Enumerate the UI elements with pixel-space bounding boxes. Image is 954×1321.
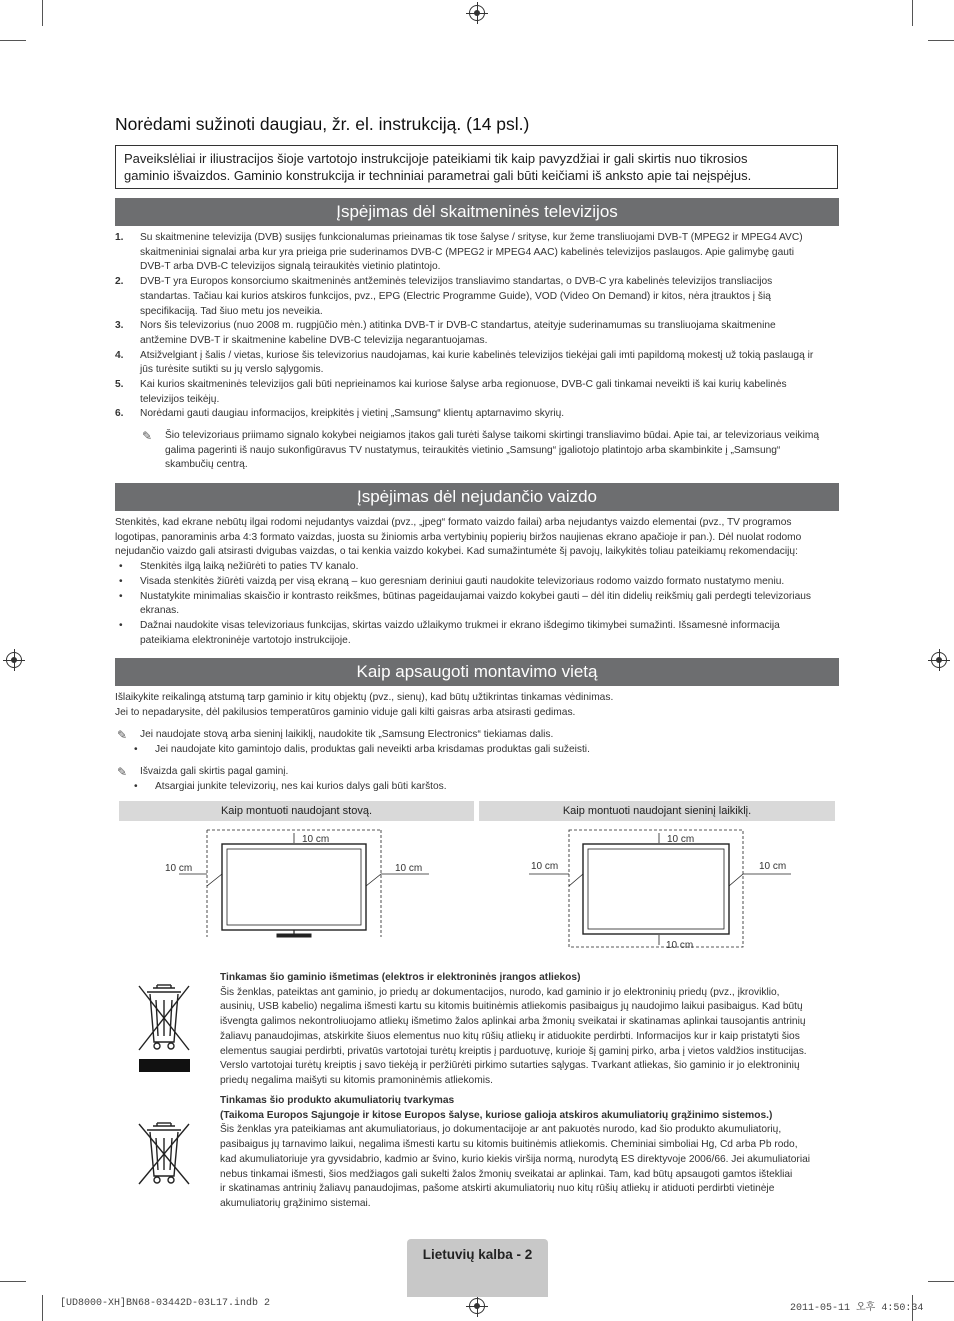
crop-mark [0, 40, 26, 41]
section-title-digital-tv: Įspėjimas dėl skaitmeninės televizijos [115, 198, 839, 226]
section-title-mounting: Kaip apsaugoti montavimo vietą [115, 658, 839, 686]
mount-intro-line: Jei to nepadarysite, dėl pakilusios temperatūros gaminio viduje gali kilti gaisras arba atsirasti gedimas. [115, 706, 576, 718]
mounting-note-1: ✎ Jei naudojate stovą arba sieninį laikiklį, naudokite tik „Samsung Electronics“ tiekiamas dalis. • Jei naudojate kito gamintojo dalis, produktas gali neveikti arba krisdamas produktas gali sužeisti. [115, 728, 845, 757]
battery-title: Tinkamas šio produkto akumuliatorių tvarkymas [220, 1095, 455, 1106]
clearance-label-right: 10 cm [395, 863, 423, 874]
list-item: 6. Norėdami gauti daugiau informacijos, kreipkitės į vietinį „Samsung“ klientų aptarnavimo skyrių. [115, 408, 565, 420]
note-pencil-icon: ✎ [117, 765, 128, 779]
registration-mark-icon [469, 1298, 485, 1314]
list-item: 2. DVB-T yra Europos konsorciumo skaitmeninės antžeminės televizijos transliavimo standartas, o DVB-C yra kabelinės televizijos transliacijos standartas. Tačiau kai kurios atskiros funkcijos, pvz., EPG (Electric Programme Guide), VOD (Video On Demand) ir kitos, nėra įtrauktos į šią specifikaciją. Tad šiuo metu jos neveikia. [115, 276, 773, 317]
registration-mark-icon [931, 652, 947, 668]
still-intro-line: logotipas, panoraminis arba 4:3 formato vaizdas, juosta su žiniomis arba vertybinių popierių biržos naujienas ekrano apačioje ir pan.). Dėl nuolat rodomo [115, 531, 802, 543]
crop-mark [42, 0, 43, 26]
list-item: • Atsargiai junkite televizorių, nes kai kurios dalys gali būti karštos. [130, 780, 845, 795]
list-item: • Visada stenkitės žiūrėti vaizdą per visą ekraną – kuo geresniam deriniui gauti naudokite televizoriaus rodomo vaizdo formato nustatymo meniu. [115, 575, 845, 590]
disclaimer-line: Paveikslėliai ir iliustracijos šioje vartotojo instrukcijoje pateikiami tik kaip pavyzdžiai ir gali skirtis nuo tikrosios [124, 151, 748, 166]
list-item: 5. Kai kurios skaitmeninės televizijos gali būti neprieinamos kai kuriose šalyse arba regionuose, DVB-C gali tinkamai neveikti iš kai kurių kabelinės televizijos teikėjų. [115, 379, 787, 405]
clearance-label-right: 10 cm [759, 861, 787, 872]
registration-mark-icon [469, 5, 485, 21]
page-heading: Norėdami sužinoti daugiau, žr. el. instrukciją. (14 psl.) [115, 114, 530, 134]
mounting-text [115, 691, 845, 720]
registration-mark-icon [6, 652, 22, 668]
disclaimer-line: gaminio išvaizdos. Gaminio konstrukcija ir techniniai parametrai gali būti keičiami iš anksto apie tai neįspėjus. [124, 168, 752, 183]
list-item: • Stenkitės ilgą laiką nežiūrėti to paties TV kanalo. [115, 560, 845, 575]
crossed-bin-icon [135, 980, 193, 1076]
mount-intro-line: Išlaikykite reikalingą atstumą tarp gaminio ir kitų objektų (pvz., sienų), kad būtų užtikrintas tinkamas vėdinimas. [115, 692, 614, 703]
still-intro-line: Stenkitės, kad ekrane nebūtų ilgai rodomi nejudantys vaizdai (pvz., „jpeg“ formato vaizdo failai) arba nejudantys vaizdo elementai (pvz., TV programos [115, 517, 792, 528]
crop-mark [0, 1281, 26, 1282]
print-slug-right: 2011-05-11 오후 4:50:34 [790, 1303, 924, 1314]
digital-tv-list [115, 231, 845, 422]
list-item: • Dažnai naudokite visas televizoriaus funkcijas, skirtas vaizdo užlaikymo trukmei ir ekrano išdegimo tikimybei sumažinti. Išsamesnė informacija pateikiama elektroninėje vartotojo instrukcijoje. [115, 619, 845, 648]
page-number-label: Lietuvių kalba - 2 [422, 1247, 533, 1262]
list-item: 4. Atsižvelgiant į šalis / vietas, kuriose šis televizorius naudojamas, kai kurie kabelinės televizijos tiekėjai gali imti papildomą mokestį už tokią paslaugą ir jūs turėsite sutikti su jų verslo sąlygomis. [115, 349, 814, 376]
still-intro-line: nejudančio vaizdo gali atsirasti dvigubas vaizdas, o tai kenkia vaizdo kokybei. Kad sumažintumėte šį pavojų, laikykitės toliau pateikiamų rekomendacijų: [115, 546, 798, 558]
crop-mark [928, 40, 954, 41]
list-item: 3. Nors šis televizorius (nuo 2008 m. rugpjūčio mėn.) atitinka DVB-T ir DVB-C standartus, ateityje suderinamumas su transliuojama skaitmenine antžemine DVB-T ir skaitmenine kabeline DVB-C televizija negarantuojamas. [115, 320, 776, 346]
caption-wall: Kaip montuoti naudojant sieninį laikiklį. [479, 801, 835, 821]
battery-section: Tinkamas šio produkto akumuliatorių tvarkymas (Taikoma Europos Sąjungoje ir kitose Europos šalyse, kuriose galioja atskiros akumuliatorių grąžinimo sistemos.) Šis ženklas yra pateikiamas ant akumuliatoriaus, jo dokumentacijoje ar ant pakuotės nurodo, kad šio produkto akumuliatorių, pasibaigus jų tarnavimo laikui, negalima išmesti kartu su kitomis buitinėmis atliekomis. Cheminiai simboliai Hg, Cd arba Pb rodo, kad akumuliatoriuje yra gyvsidabrio, kadmio ar švino, kurio kiekis viršija normą, nurodytą ES direktyvoje 2006/66. Jei akumuliatoriai nebus tinkamai išmesti, šios medžiagos gali sukelti žalos žmonių sveikatai ar aplinkai. Tam, kad būtų apsaugoti gamtos ištekliai ir skatinamas antrinių žaliavų panaudojimas, pašome atskirti akumuliatorių nuo kitų rūšių atliekų ir atiduoti perdirbti vietinėje akumuliatorių grąžinimo sistemai. [220, 1094, 830, 1212]
mounting-note-2: ✎ Išvaizda gali skirtis pagal gaminį. • Atsargiai junkite televizorių, nes kai kurios dalys gali būti karštos. [115, 765, 845, 794]
print-slug-left: [UD8000-XH]BN68-03442D-03L17.indb 2 [60, 1298, 271, 1309]
section-title-still-image: Įspėjimas dėl nejudančio vaizdo [115, 483, 839, 511]
clearance-label-left: 10 cm [531, 861, 559, 872]
note-pencil-icon: ✎ [142, 429, 153, 443]
crop-mark [928, 1281, 954, 1282]
battery-subtitle: (Taikoma Europos Sąjungoje ir kitose Europos šalyse, kuriose galioja atskiros akumuliatorių grąžinimo sistemos.) [220, 1109, 773, 1121]
clearance-label-top: 10 cm [302, 834, 330, 845]
clearance-label-left: 10 cm [165, 863, 193, 874]
list-item: • Nustatykite minimalias skaisčio ir kontrasto reikšmes, būtinas pageidaujamai vaizdo kokybei gauti – dėl itin didelių reikšmių gali perdegti televizoriaus ekranas. [115, 590, 845, 619]
weee-section: Tinkamas šio gaminio išmetimas (elektros ir elektroninės įrangos atliekos) Šis ženklas, pateiktas ant gaminio, jo priedų ar dokumentacijos, nurodo, kad gaminio ir jo elektroninių priedų (pvz., įkroviklio, ausinių, USB kabelio) negalima išmesti kartu su kitomis buitinėmis atliekomis pasibaigus jų naudojimo laikui pasibaigus. Kad būtų išvengta galimos nekontroliuojamo atliekų išmetimo žalos aplinkai arba žmonių sveikatai ir skatinamas aplinkai tausojantis antrinių žaliavų panaudojimas, atskirkite šiuos elementus nuo kitų rūšių atliekų ir atiduokite perdirbti. Informacijos kur ir kaip pristatyti šios elementus saugiai perdirbti, privatūs vartotojai turėtų kreiptis į parduotuvę, kurioje šį gaminį pirko, arba į vietos valdžios institucijas. Verslo vartotojai turėtų kreiptis į savo tiekėją ir peržiūrėti pirkimo sutarties sąlygas. Tvarkant atliekas, šio gaminio ir jo elektroninių priedų negalima maišyti su kitomis pramoninėmis atliekomis. [220, 971, 830, 1089]
clearance-label-bottom: 10 cm [666, 940, 694, 951]
weee-title: Tinkamas šio gaminio išmetimas (elektros ir elektroninės įrangos atliekos) [220, 972, 581, 983]
digital-tv-note: ✎ Šio televizoriaus priimamo signalo kokybei neigiamos įtakos gali turėti šalyse taikomi skirtingi transliavimo būdai. Apie tai, ar televizoriaus veikimą galima pagerinti iš naujo sukonfigūravus TV nustatymus, teiraukitės vietinio „Samsung“ įgaliotojo platintojo arba skambinkite į „Samsung“ skambučių centrą. [142, 429, 819, 471]
crop-mark [42, 1295, 43, 1321]
list-item: • Jei naudojate kito gamintojo dalis, produktas gali neveikti arba krisdamas produktas gali sužeisti. [130, 743, 845, 758]
wall-mount-diagram [479, 822, 835, 952]
caption-stand: Kaip montuoti naudojant stovą. [119, 801, 474, 821]
note-pencil-icon: ✎ [117, 728, 128, 742]
crop-mark [912, 0, 913, 26]
stand-mount-diagram [119, 822, 474, 952]
clearance-label-top: 10 cm [667, 834, 695, 845]
battery-bin-icon [135, 1118, 193, 1188]
list-item: 1. Su skaitmenine televizija (DVB) susijęs funkcionalumas prieinamas tik tose šalyse / srityse, kur žeme transliuojami DVB-T (MPEG2 ir MPEG4 AVC) skaitmeniniai signalai arba kur yra prieiga prie suderinamos DVB-C (MPEG2 ir MPEG4 AAC) kabelinės televizijos paslaugos. Apie galimybę gauti DVB-T arba DVB-C televizijos signalą teiraukitės vietinio platintojo. [115, 232, 803, 273]
disclaimer-box [115, 145, 838, 189]
still-image-text [115, 516, 845, 648]
